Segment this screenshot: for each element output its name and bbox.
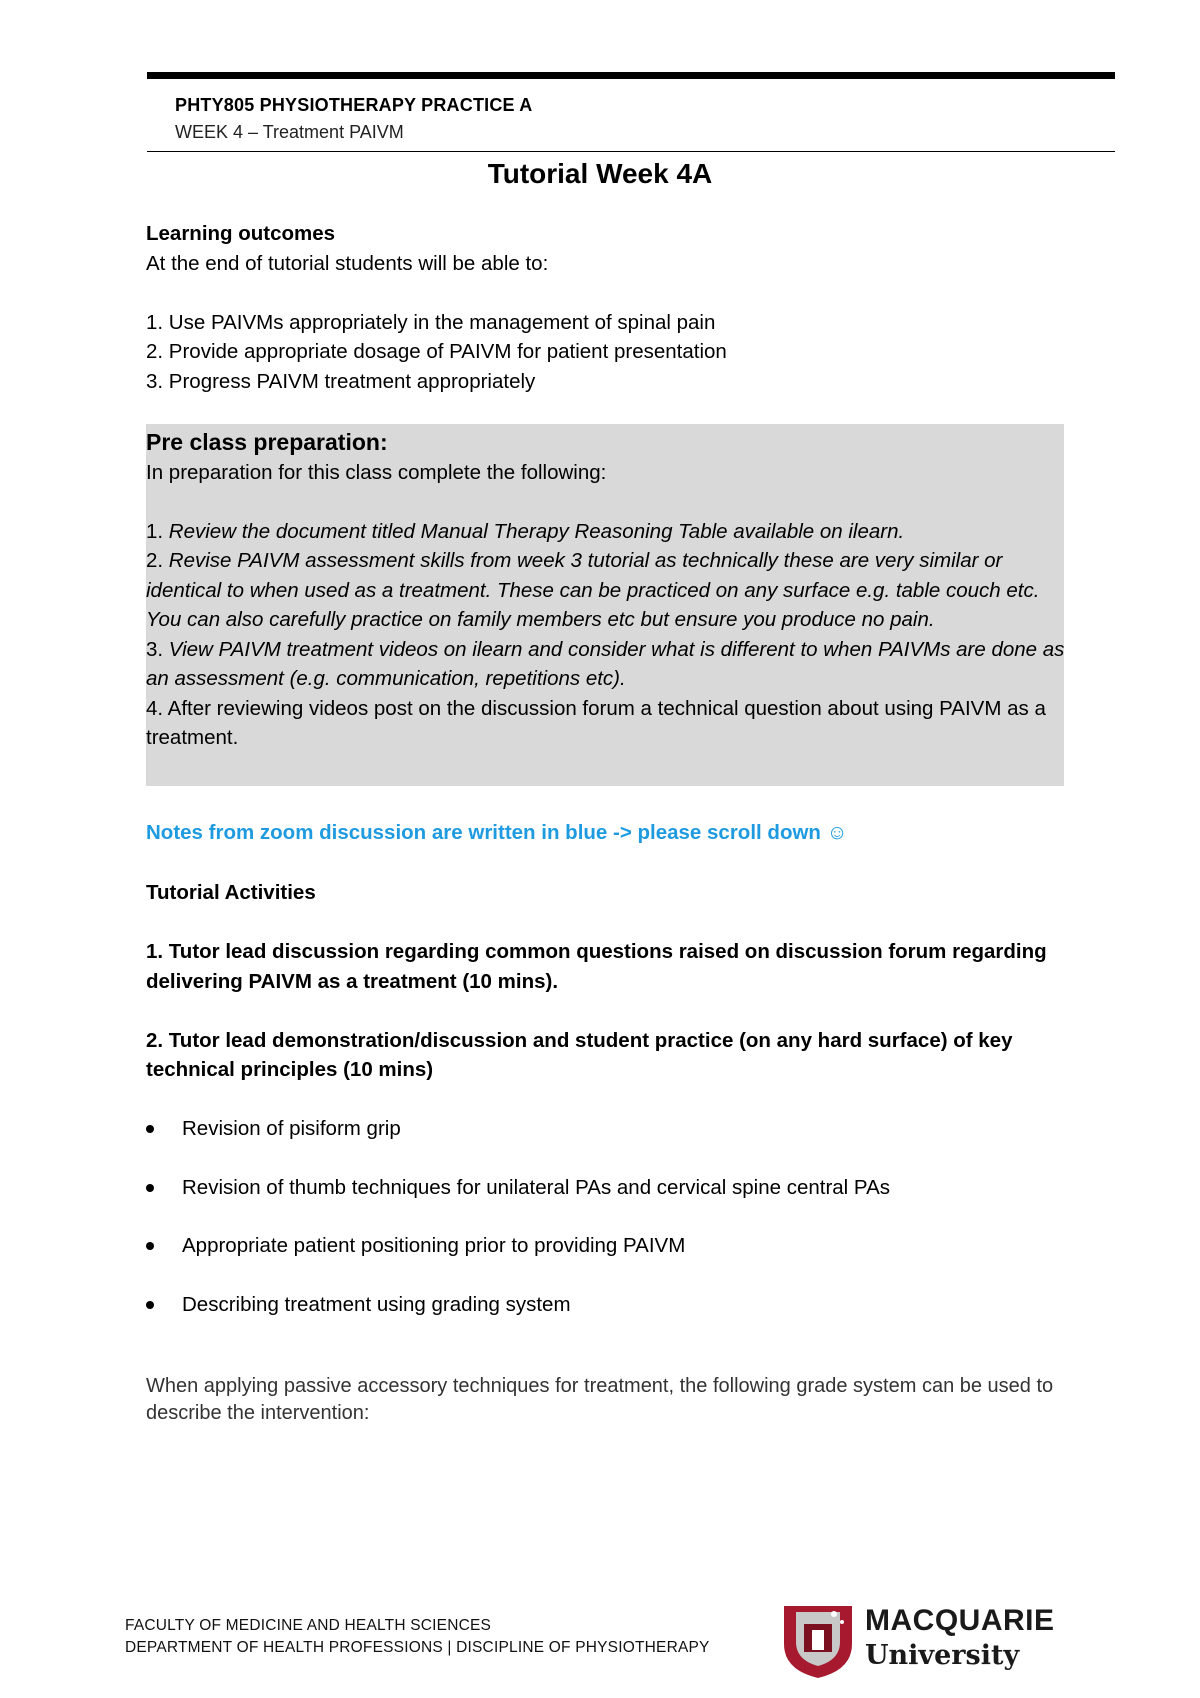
preparation-intro: In preparation for this class complete the following: — [146, 460, 607, 484]
bullet-dot-icon — [146, 1125, 154, 1133]
footer-faculty: FACULTY OF MEDICINE AND HEALTH SCIENCES — [125, 1617, 492, 1634]
learning-outcomes-heading: Learning outcomes — [146, 222, 336, 245]
item-text: View PAIVM treatment videos on ilearn and consider what is different to when PAIVMs are done as an assessment (e.g. communication, repetitions etc). — [146, 637, 1065, 690]
technique-bullet-list — [146, 1114, 1066, 1319]
item-number: 1. — [146, 519, 169, 543]
preparation-item: 4. After reviewing videos post on the discussion forum a technical question about using PAIVM as a treatment. — [146, 696, 1046, 749]
grade-system-intro: When applying passive accessory techniques for treatment, the following grade system can be used to describe the intervention: — [146, 1375, 1054, 1424]
header-divider — [147, 151, 1115, 152]
bullet-item — [146, 1173, 1066, 1203]
logo-wordmark-sub: University — [865, 1640, 1020, 1671]
bullet-item — [146, 1231, 1066, 1261]
learning-outcomes-intro: At the end of tutorial students will be able to: — [146, 251, 549, 275]
page-title: Tutorial Week 4A — [487, 158, 713, 189]
zoom-notes-banner: Notes from zoom discussion are written in blue -> please scroll down ☺ — [146, 821, 848, 844]
item-text: Revise PAIVM assessment skills from week 3 tutorial as technically these are very similar or identical to when used as a treatment. These can be practiced on any surface e.g. table couch etc. You can also carefully practice on family members etc but ensure you produce no pain. — [146, 549, 1040, 631]
bullet-dot-icon — [146, 1301, 154, 1309]
bullet-item — [146, 1290, 1066, 1320]
preparation-heading: Pre class preparation: — [146, 429, 388, 455]
preparation-item — [146, 546, 1066, 635]
bullet-dot-icon — [146, 1242, 154, 1250]
item-text: Review the document titled Manual Therapy Reasoning Table available on ilearn. — [168, 519, 905, 543]
outcome-item: 1. Use PAIVMs appropriately in the management of spinal pain — [146, 310, 716, 334]
header-top-rule — [147, 72, 1115, 79]
bullet-item — [146, 1114, 1066, 1144]
outcome-item: 3. Progress PAIVM treatment appropriately — [146, 369, 536, 393]
item-number: 3. — [146, 637, 169, 661]
activities-heading: Tutorial Activities — [146, 881, 316, 904]
bullet-text: Revision of pisiform grip — [182, 1117, 401, 1140]
crest-icon — [784, 1606, 852, 1678]
course-title: PHTY805 PHYSIOTHERAPY PRACTICE A — [175, 95, 533, 115]
preparation-section — [146, 428, 1066, 753]
bullet-text: Revision of thumb techniques for unilateral PAs and cervical spine central PAs — [182, 1175, 890, 1199]
preparation-item — [146, 517, 1066, 547]
week-subtitle: WEEK 4 – Treatment PAIVM — [175, 122, 404, 142]
bullet-text: Describing treatment using grading system — [182, 1292, 571, 1316]
tutorial-activities-section — [146, 878, 1066, 1348]
activity-item: 1. Tutor lead discussion regarding common questions raised on discussion forum regarding delivering PAIVM as a treatment (10 mins). — [146, 940, 1047, 993]
activity-item: 2. Tutor lead demonstration/discussion and student practice (on any hard surface) of key technical principles (10 mins) — [146, 1028, 1013, 1081]
logo-wordmark: MACQUARIE — [865, 1604, 1055, 1637]
footer-department: DEPARTMENT OF HEALTH PROFESSIONS | DISCIPLINE OF PHYSIOTHERAPY — [125, 1639, 710, 1656]
outcome-item: 2. Provide appropriate dosage of PAIVM for patient presentation — [146, 340, 727, 363]
preparation-item — [146, 635, 1066, 694]
item-number: 2. — [146, 549, 169, 572]
learning-outcomes-section — [146, 219, 1066, 396]
bullet-text: Appropriate patient positioning prior to providing PAIVM — [182, 1234, 686, 1257]
bullet-dot-icon — [146, 1184, 154, 1192]
